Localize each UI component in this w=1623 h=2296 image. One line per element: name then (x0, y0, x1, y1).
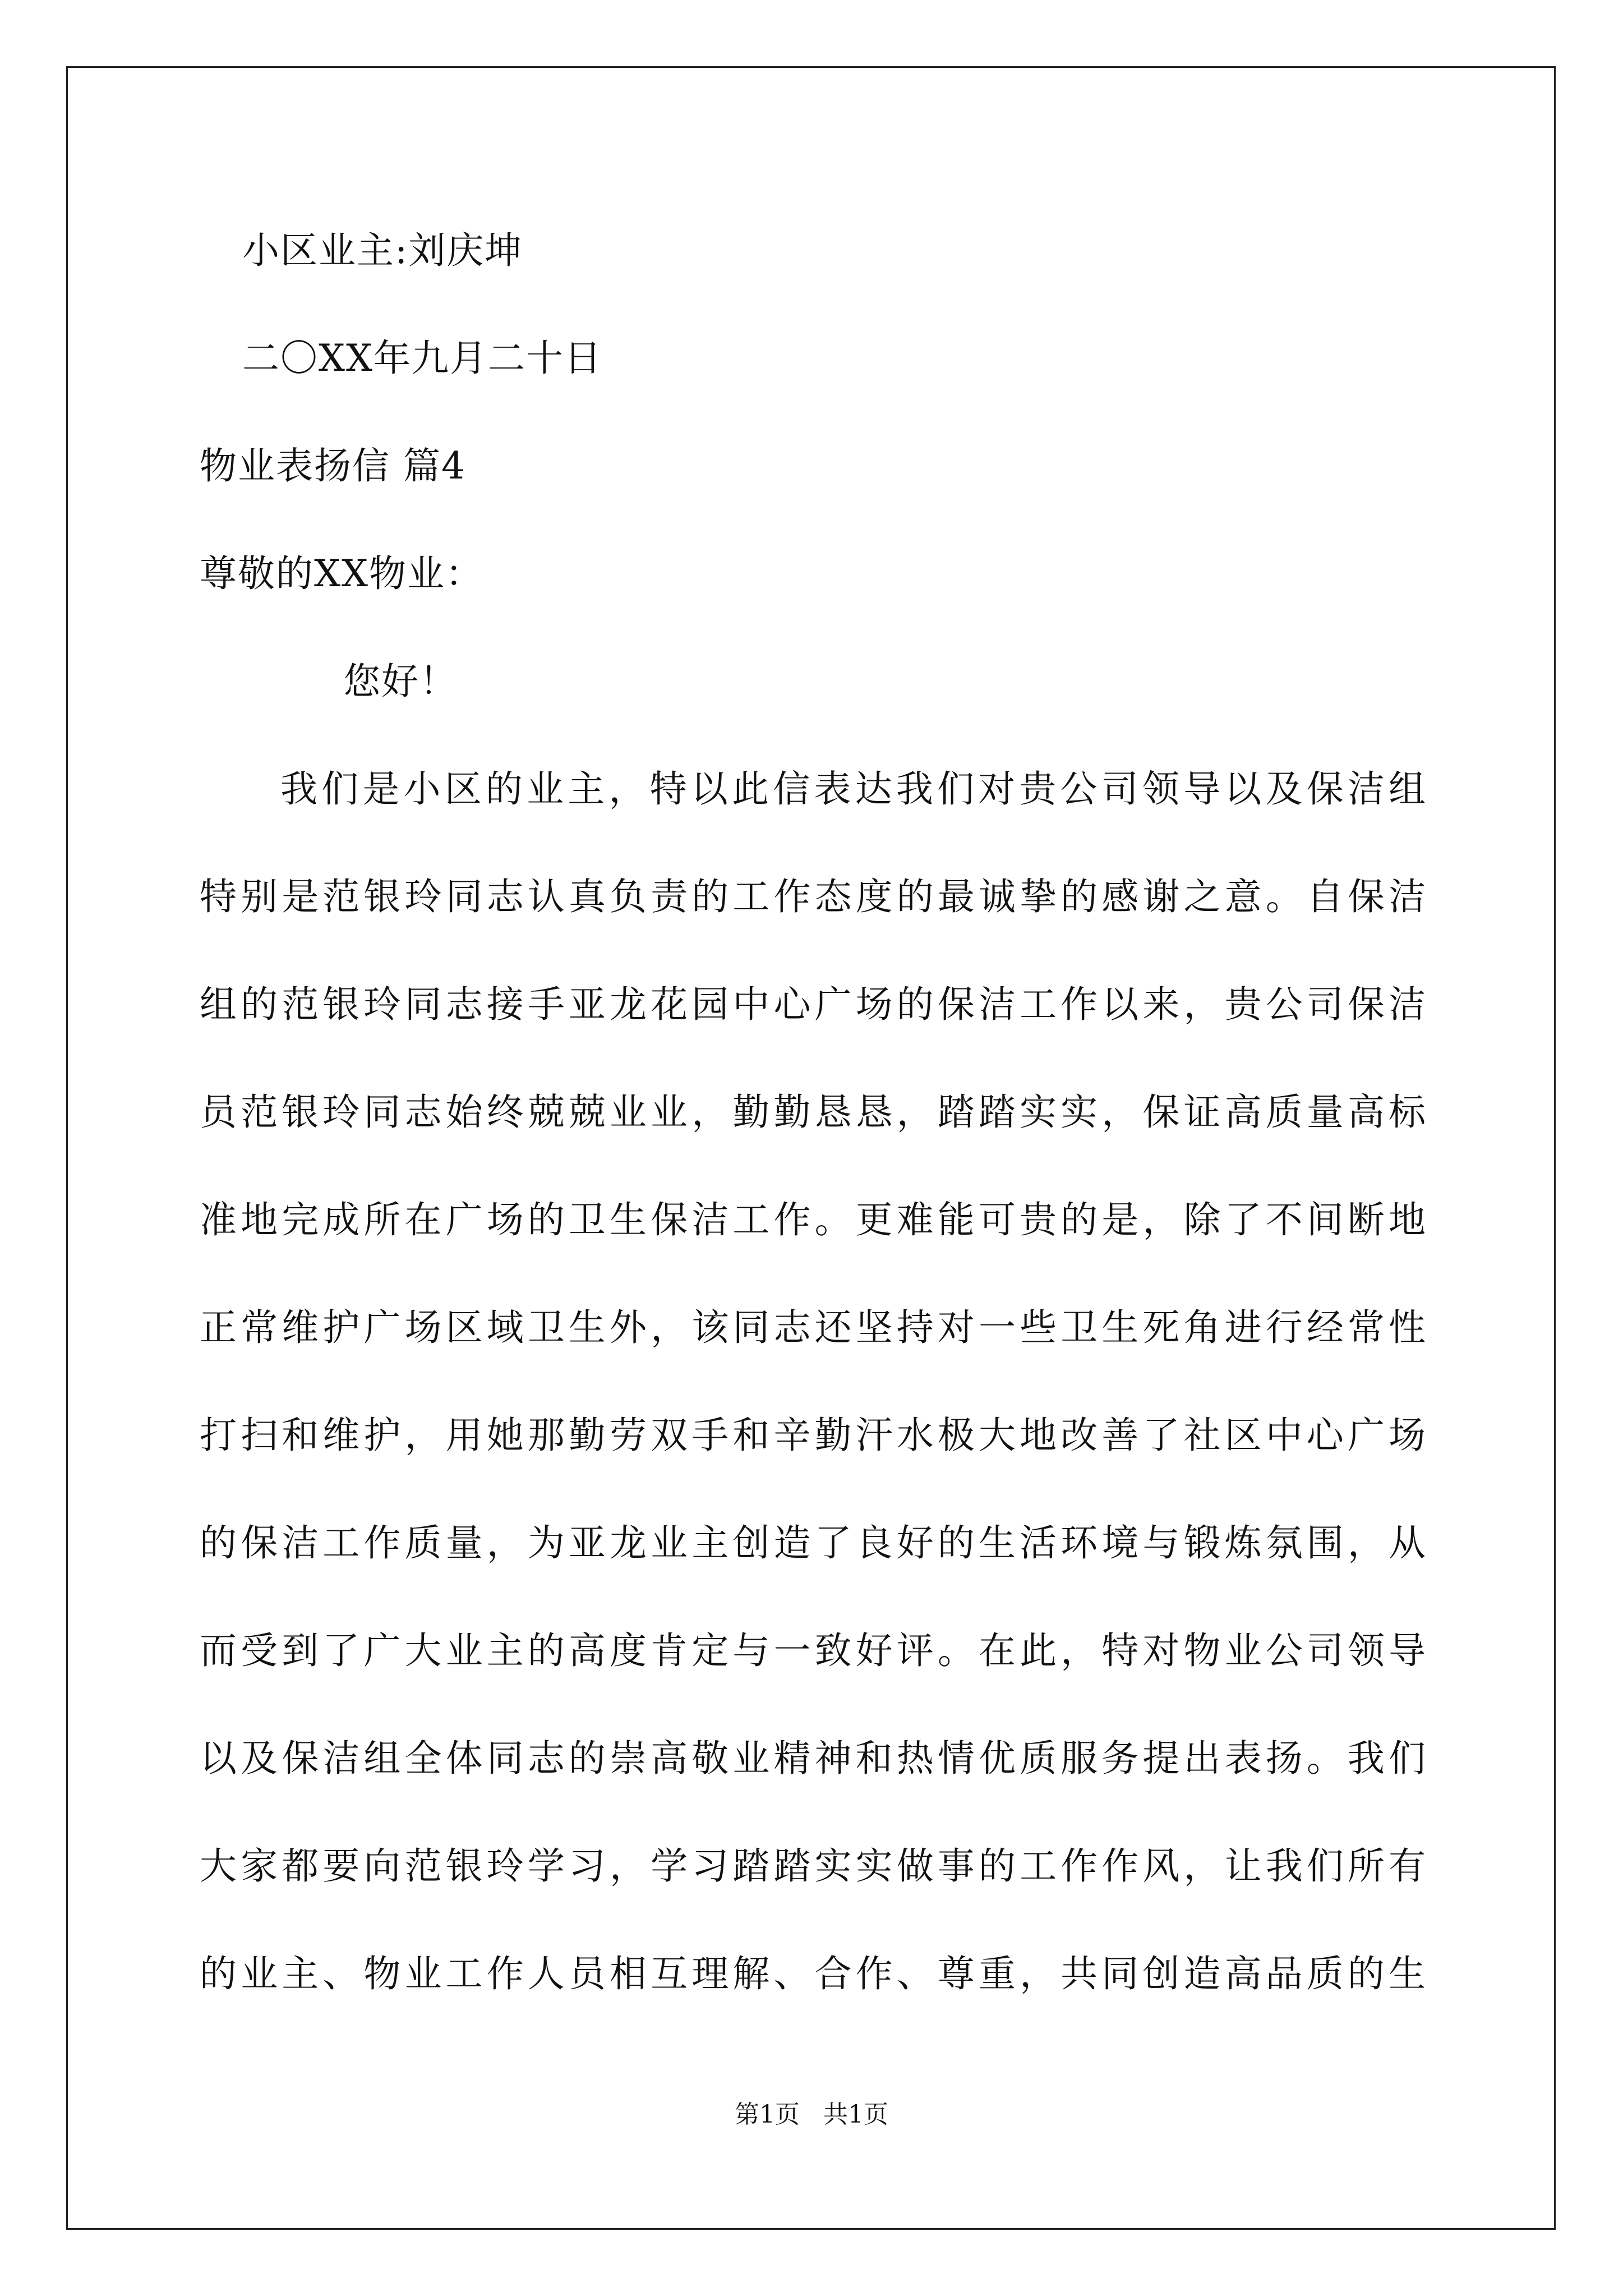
page-number: 第1页 共1页 (735, 2100, 888, 2129)
body-line: 以及保洁组全体同志的崇高敬业精神和热情优质服务提出表扬。我们 (200, 1737, 1426, 1780)
body-line: 打扫和维护，用她那勤劳双手和辛勤汗水极大地改善了社区中心广场 (200, 1414, 1426, 1457)
body-line: 员范银玲同志始终兢兢业业，勤勤恳恳，踏踏实实，保证高质量高标 (200, 1091, 1426, 1134)
body-line: 准地完成所在广场的卫生保洁工作。更难能可贵的是，除了不间断地 (200, 1198, 1426, 1241)
body-line: 的业主、物业工作人员相互理解、合作、尊重，共同创造高品质的生 (200, 1952, 1426, 1995)
body-line: 而受到了广大业主的高度肯定与一致好评。在此，特对物业公司领导 (200, 1629, 1426, 1672)
body-line: 的保洁工作质量，为亚龙业主创造了良好的生活环境与锻炼氛围，从 (200, 1521, 1426, 1565)
signature-name: 小区业主:刘庆坤 (242, 229, 523, 272)
section-title: 物业表扬信 篇4 (200, 444, 466, 487)
salutation: 尊敬的XX物业： (200, 552, 483, 595)
body-line: 特别是范银玲同志认真负责的工作态度的最诚挚的感谢之意。自保洁 (200, 875, 1426, 918)
page-border (66, 66, 1556, 2230)
greeting: 您好！ (343, 660, 458, 703)
body-line: 我们是小区的业主，特以此信表达我们对贵公司领导以及保洁组 (280, 767, 1426, 811)
body-line: 组的范银玲同志接手亚龙花园中心广场的保洁工作以来，贵公司保洁 (200, 983, 1426, 1026)
signature-date: 二〇XX年九月二十日 (242, 337, 602, 380)
body-line: 大家都要向范银玲学习，学习踏踏实实做事的工作作风，让我们所有 (200, 1844, 1426, 1888)
body-line: 正常维护广场区域卫生外，该同志还坚持对一些卫生死角进行经常性 (200, 1306, 1426, 1349)
